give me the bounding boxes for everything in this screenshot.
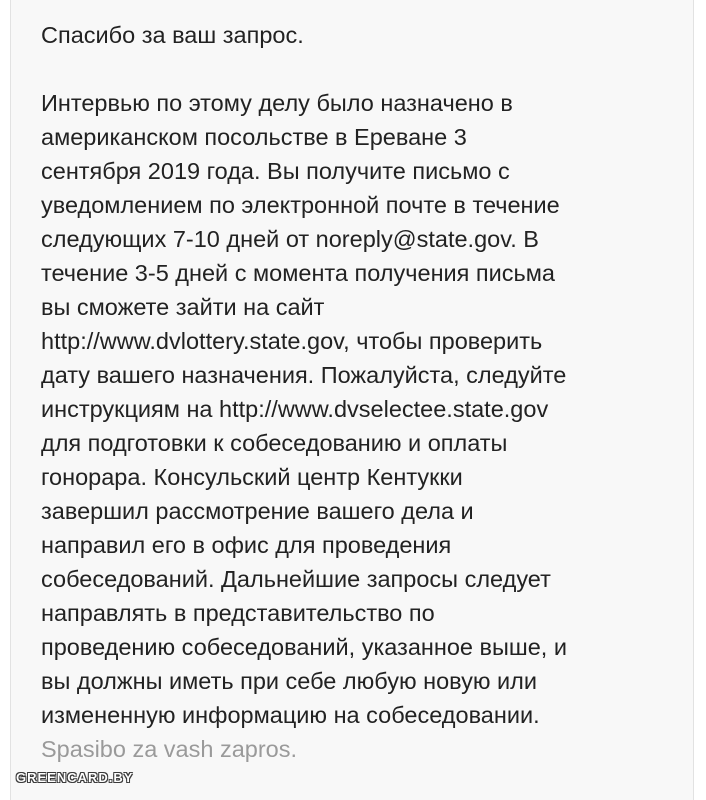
- message-line: завершил рассмотрение вашего дела и: [41, 498, 474, 524]
- message-body: [41, 86, 681, 732]
- message-line: направил его в офис для проведения: [41, 532, 452, 558]
- message-line: измененную информацию на собеседовании.: [41, 702, 540, 728]
- message-line: дату вашего назначения. Пожалуйста, следуйте: [41, 362, 567, 388]
- message-line: уведомлением по электронной почте в течение: [41, 192, 560, 218]
- message-line: вы должны иметь при себе любую новую или: [41, 668, 537, 694]
- message-line: http://www.dvlottery.state.gov, чтобы проверить: [41, 328, 543, 354]
- message-line: гонорара. Консульский центр Кентукки: [41, 464, 463, 490]
- transliteration-line: Spasibo za vash zapros.: [41, 736, 298, 762]
- message-line: направлять в представительство по: [41, 600, 435, 626]
- message-line: сентября 2019 года. Вы получите письмо с: [41, 158, 510, 184]
- message-line: Интервью по этому делу было назначено в: [41, 90, 513, 116]
- message-text: [41, 18, 681, 766]
- message-line: для подготовки к собеседованию и оплаты: [41, 430, 508, 456]
- watermark-logo: GREENCARD.BY: [16, 770, 134, 785]
- message-greeting: Спасибо за ваш запрос.: [41, 22, 304, 48]
- message-line: инструкциям на http://www.dvselectee.state.gov: [41, 396, 549, 422]
- message-line: течение 3-5 дней с момента получения письма: [41, 260, 556, 286]
- message-line: следующих 7-10 дней от noreply@state.gov. В: [41, 226, 539, 252]
- message-line: проведению собеседований, указанное выше, и: [41, 634, 567, 660]
- message-line: американском посольстве в Ереване 3: [41, 124, 467, 150]
- message-line: собеседований. Дальнейшие запросы следует: [41, 566, 551, 592]
- message-line: вы сможете зайти на сайт: [41, 294, 325, 320]
